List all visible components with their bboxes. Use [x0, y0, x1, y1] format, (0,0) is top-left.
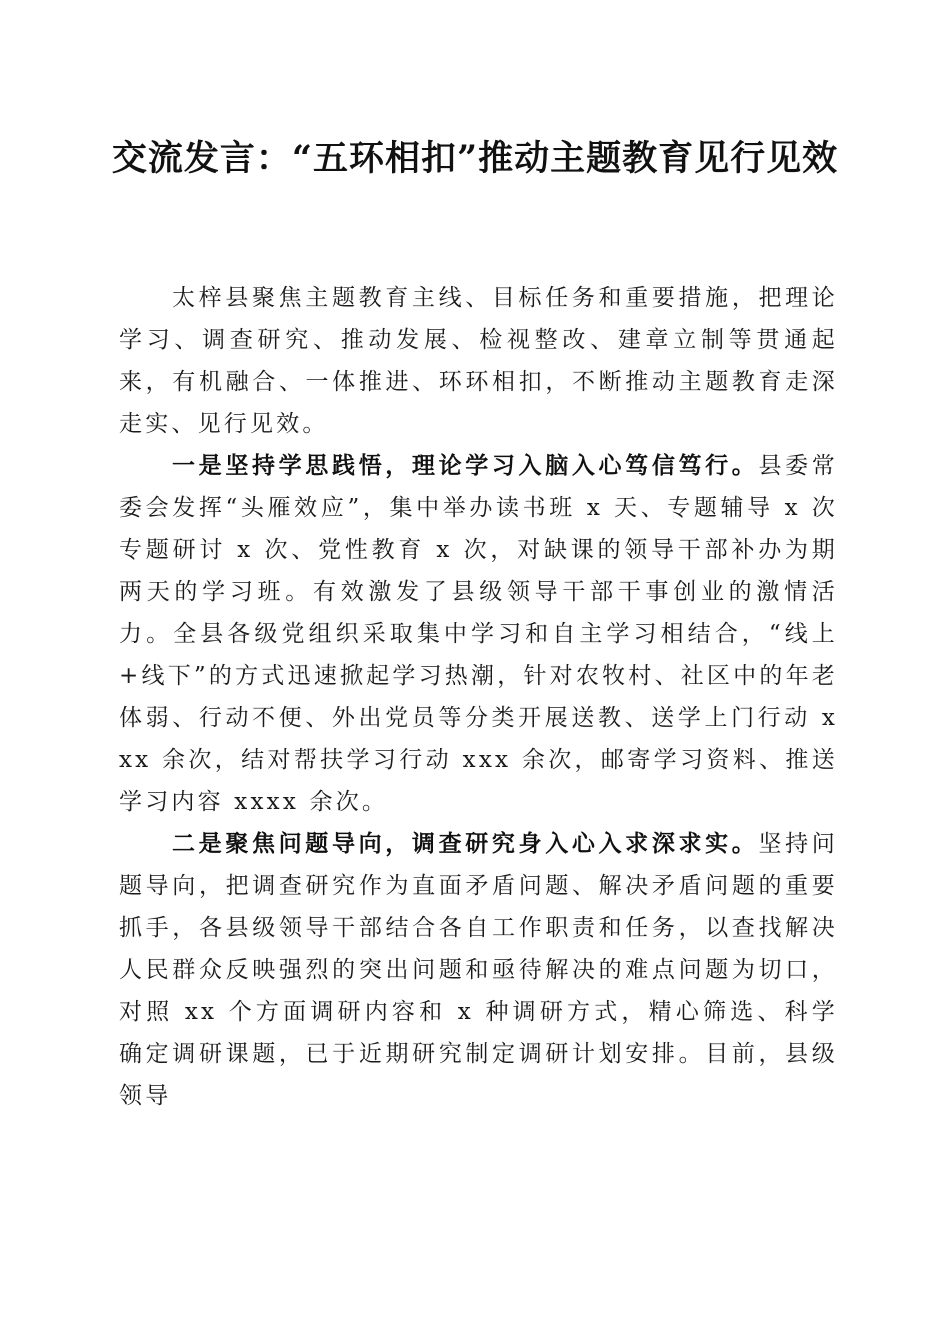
- paragraph-text: 县委常委会发挥“头雁效应”，集中举办读书班 x 天、专题辅导 x 次专题研讨 x 次、党性教育 x 次，对缺课的领导干部补办为期两天的学习班。有效激发了县级领导干部干事创业的激情活力。全县各级党组织采取集中学习和自主学习相结合，“线上+线下”的方式迅速掀起学习热潮，针对农牧村、社区中的年老体弱、行动不便、外出党员等分类开展送教、送学上门行动 xxx 余次，结对帮扶学习行动 xxx 余次，邮寄学习资料、推送学习内容 xxxx 余次。: [119, 453, 838, 815]
- paragraph-intro: [119, 277, 838, 445]
- paragraph-lead: 一是坚持学思践悟，理论学习入脑入心笃信笃行。: [172, 452, 759, 479]
- paragraph-text: 坚持问题导向，把调查研究作为直面矛盾问题、解决矛盾问题的重要抓手，各县级领导干部结合各自工作职责和任务，以查找解决人民群众反映强烈的突出问题和亟待解决的难点问题为切口，对照 xx 个方面调研内容和 x 种调研方式，精心筛选、科学确定调研课题，已于近期研究制定调研计划安排。目前，县级领导: [119, 831, 838, 1109]
- paragraph-point-two: [119, 823, 838, 1117]
- paragraph-point-one: [119, 445, 838, 823]
- paragraph-lead: 二是聚焦问题导向，调查研究身入心入求深求实。: [172, 830, 759, 857]
- paragraph-text: 太梓县聚焦主题教育主线、目标任务和重要措施，把理论学习、调查研究、推动发展、检视整改、建章立制等贯通起来，有机融合、一体推进、环环相扣，不断推动主题教育走深走实、见行见效。: [119, 285, 838, 437]
- document-title: 交流发言：“五环相扣”推动主题教育见行见效: [111, 138, 839, 179]
- document-body: [119, 277, 838, 1117]
